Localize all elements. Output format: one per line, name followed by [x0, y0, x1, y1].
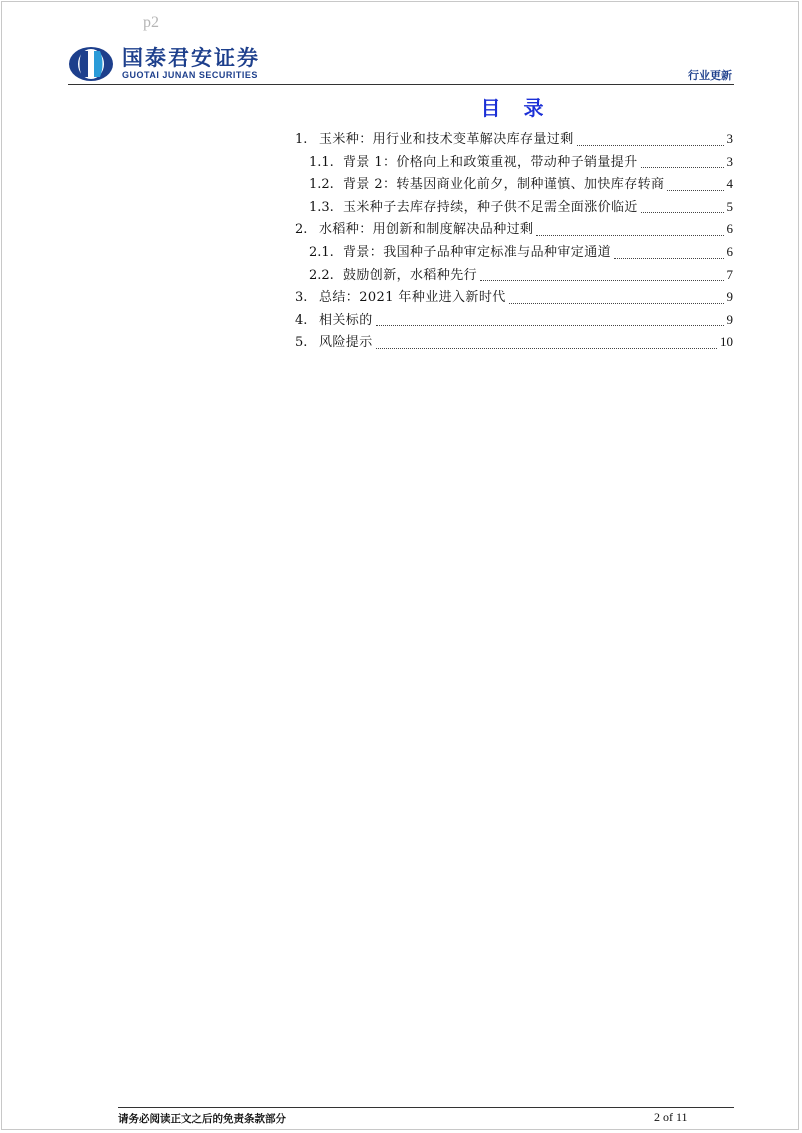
toc-entry[interactable]: [295, 331, 733, 354]
toc-entry-number: 5.: [295, 335, 308, 351]
footer-page-number: 2 of 11: [654, 1110, 688, 1124]
toc-leader: [376, 324, 724, 326]
brand-name-cn: 国泰君安证券: [122, 46, 260, 70]
footer-divider: [118, 1107, 734, 1108]
toc-entry-text: 玉米种：用行业和技术变革解决库存量过剩: [319, 132, 574, 147]
toc-entry-number: 2.2.: [309, 267, 334, 283]
toc-entry[interactable]: [295, 286, 733, 309]
toc-entry-page: 5: [726, 198, 733, 214]
toc-leader: [577, 144, 724, 146]
toc-entry[interactable]: [295, 128, 733, 151]
brand-name-en: GUOTAI JUNAN SECURITIES: [122, 70, 258, 80]
toc-entry-page: 3: [726, 131, 733, 146]
toc-leader: [536, 234, 723, 236]
toc-entry-page: 6: [726, 243, 733, 259]
toc-entry[interactable]: [295, 196, 733, 219]
toc-entry[interactable]: [295, 173, 733, 196]
toc-entry-page: 6: [726, 221, 733, 237]
table-of-contents: [295, 128, 733, 354]
toc-entry-text: 风险提示: [319, 335, 373, 351]
toc-entry-page: 9: [726, 311, 733, 327]
toc-entry[interactable]: [295, 151, 733, 174]
toc-entry-number: 2.1.: [309, 244, 334, 260]
toc-leader: [614, 257, 723, 259]
toc-leader: [641, 211, 724, 213]
toc-entry-text: 玉米种子去库存持续，种子供不足需全面涨价临近: [343, 199, 638, 215]
toc-leader: [509, 302, 724, 304]
header-divider: [68, 84, 734, 85]
page-label: p2: [143, 14, 159, 31]
toc-entry-number: 1.3.: [309, 199, 334, 215]
toc-entry-text: 背景：我国种子品种审定标准与品种审定通道: [343, 244, 612, 260]
toc-entry-page: 9: [726, 289, 733, 305]
toc-entry-page: 7: [726, 266, 733, 282]
toc-entry-page: 3: [726, 153, 733, 169]
toc-entry-text: 背景 2：转基因商业化前夕，制种谨慎、加快库存转商: [343, 177, 665, 193]
toc-entry-text: 背景 1：价格向上和政策重视，带动种子销量提升: [343, 154, 638, 170]
toc-entry-text: 鼓励创新，水稻种先行: [343, 267, 478, 283]
toc-entry[interactable]: [295, 241, 733, 264]
footer-disclaimer: 请务必阅读正文之后的免责条款部分: [118, 1113, 286, 1125]
toc-leader: [641, 166, 724, 168]
toc-entry-number: 1.2.: [309, 177, 334, 193]
toc-leader: [376, 347, 717, 349]
toc-title: 目 录: [480, 96, 552, 120]
toc-entry-number: 1.: [295, 132, 308, 147]
toc-entry-number: 4.: [295, 312, 308, 328]
toc-entry-text: 相关标的: [319, 312, 373, 328]
toc-entry-number: 2.: [295, 222, 308, 238]
toc-entry-page: 10: [720, 334, 733, 350]
toc-entry-number: 1.1.: [309, 154, 334, 170]
toc-leader: [480, 279, 723, 281]
toc-entry[interactable]: [295, 309, 733, 332]
toc-entry[interactable]: [295, 218, 733, 241]
toc-entry-text: 总结：2021 年种业进入新时代: [319, 290, 506, 306]
toc-entry-number: 3.: [295, 290, 308, 306]
toc-leader: [667, 189, 723, 191]
report-type: 行业更新: [688, 69, 732, 82]
brand-logo: [68, 46, 260, 82]
toc-entry[interactable]: [295, 264, 733, 287]
toc-entry-text: 水稻种：用创新和制度解决品种过剩: [319, 222, 534, 238]
brand-logo-icon: [68, 46, 114, 82]
toc-entry-page: 4: [726, 176, 733, 192]
